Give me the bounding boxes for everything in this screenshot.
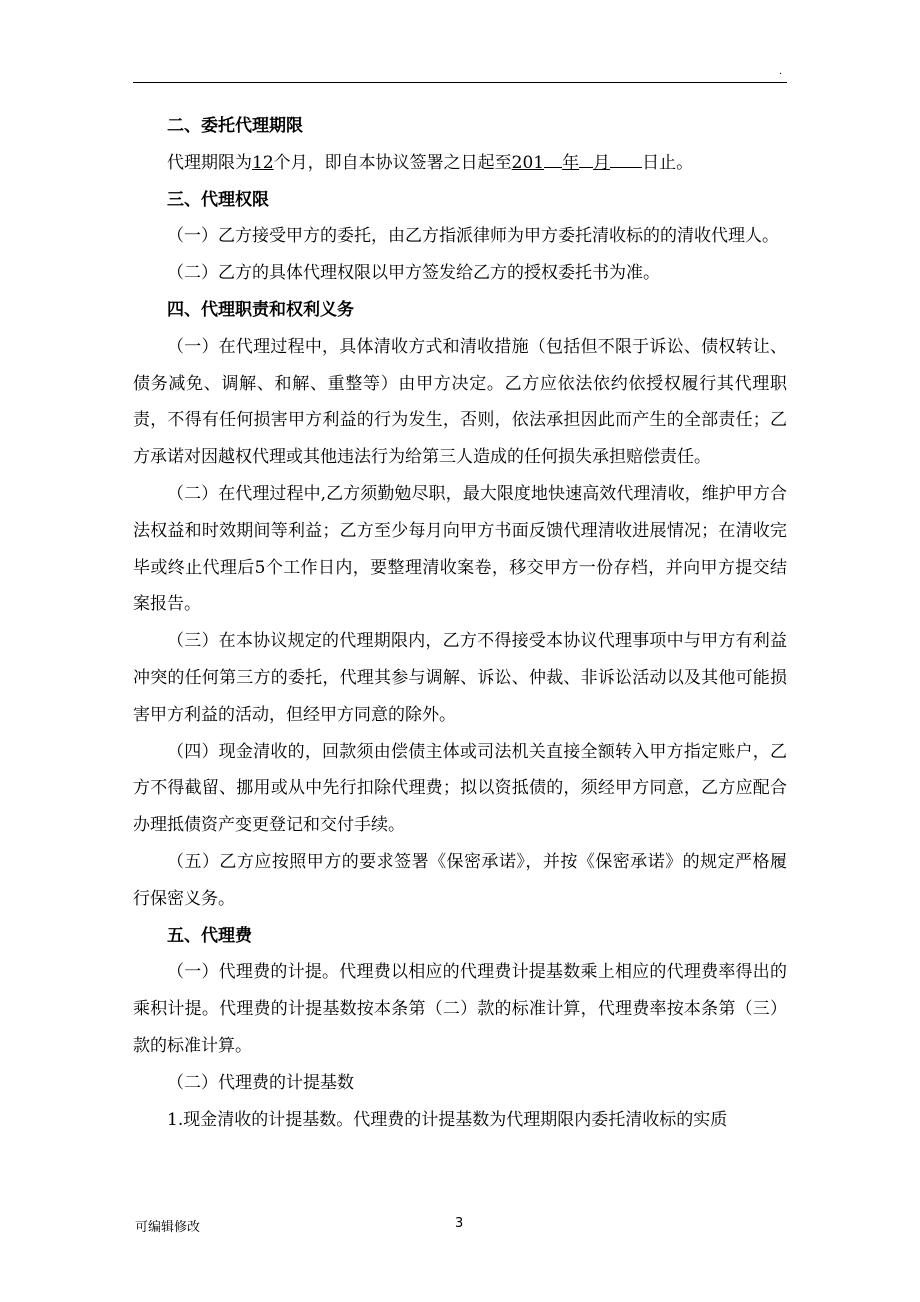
- duties-item-2: （二）在代理过程中,乙方须勤勉尽职，最大限度地快速高效代理清收，维护甲方合法权益和时效期间等利益；乙方至少每月向甲方书面反馈代理清收进展情况；在清收完毕或终止代理后5个工作日内，要整理清收案卷，移交甲方一份存档，并向甲方提交结案报告。: [133, 483, 787, 615]
- fees-item-3: 1.现金清收的计提基数。代理费的计提基数为代理期限内委托清收标的实质: [167, 1109, 728, 1130]
- term-paragraph: [133, 145, 787, 182]
- duties-item-3: （三）在本协议规定的代理期限内，乙方不得接受本协议代理事项中与甲方有利益冲突的任何第三方的委托，代理其参与调解、诉讼、仲裁、非诉讼活动以及其他可能损害甲方利益的活动，但经甲方同意的除外。: [133, 631, 787, 725]
- authority-item-1: （一）乙方接受甲方的委托，由乙方指派律师为甲方委托清收标的的清收代理人。: [167, 226, 779, 247]
- term-mid: 个月，即自本协议签署之日起至: [273, 152, 512, 173]
- section-heading-fees: 五、代理费: [167, 925, 252, 946]
- document-body: [133, 108, 787, 1138]
- month-blank: [579, 150, 593, 168]
- duties-item-4: （四）现金清收的，回款须由偿债主体或司法机关直接全额转入甲方指定账户，乙方不得截留、挪用或从中先行扣除代理费；拟以资抵债的，须经甲方同意，乙方应配合办理抵债资产变更登记和交付手续。: [133, 741, 787, 836]
- page-number: 3: [455, 1216, 464, 1231]
- section-heading-duties: 四、代理职责和权利义务: [167, 299, 354, 320]
- term-year: 201: [511, 152, 545, 173]
- term-months: 12: [252, 152, 274, 173]
- header-rule: [133, 82, 787, 83]
- footer-note: 可编辑修改: [135, 1220, 201, 1235]
- term-year-unit: 年: [562, 152, 580, 173]
- section-heading-authority: 三、代理权限: [167, 189, 269, 210]
- duties-item-5: （五）乙方应按照甲方的要求签署《保密承诺》，并按《保密承诺》的规定严格履行保密义务。: [133, 851, 787, 909]
- term-month-unit: 月: [593, 152, 611, 173]
- term-suffix: 日止。: [642, 152, 694, 173]
- fees-item-1: （一）代理费的计提。代理费以相应的代理费计提基数乘上相应的代理费率得出的乘积计提。代理费的计提基数按本条第（二）款的标准计算，代理费率按本条第（三）款的标准计算。: [133, 962, 787, 1056]
- section-heading-term: 二、委托代理期限: [167, 116, 303, 136]
- day-blank: [610, 150, 642, 168]
- term-prefix: 代理期限为: [167, 152, 252, 173]
- fees-item-2: （二）代理费的计提基数: [167, 1072, 354, 1093]
- authority-item-2: （二）乙方的具体代理权限以甲方签发给乙方的授权委托书为准。: [167, 263, 660, 284]
- header-mark: .: [779, 66, 783, 77]
- duties-item-1: （一）在代理过程中，具体清收方式和清收措施（包括但不限于诉讼、债权转让、债务减免、调解、和解、重整等）由甲方决定。乙方应依法依约依授权履行其代理职责，不得有任何损害甲方利益的行为发生，否则，依法承担因此而产生的全部责任；乙方承诺对因越权代理或其他违法行为给第三人造成的任何损失承担赔偿责任。: [133, 336, 787, 468]
- year-blank: [544, 150, 562, 168]
